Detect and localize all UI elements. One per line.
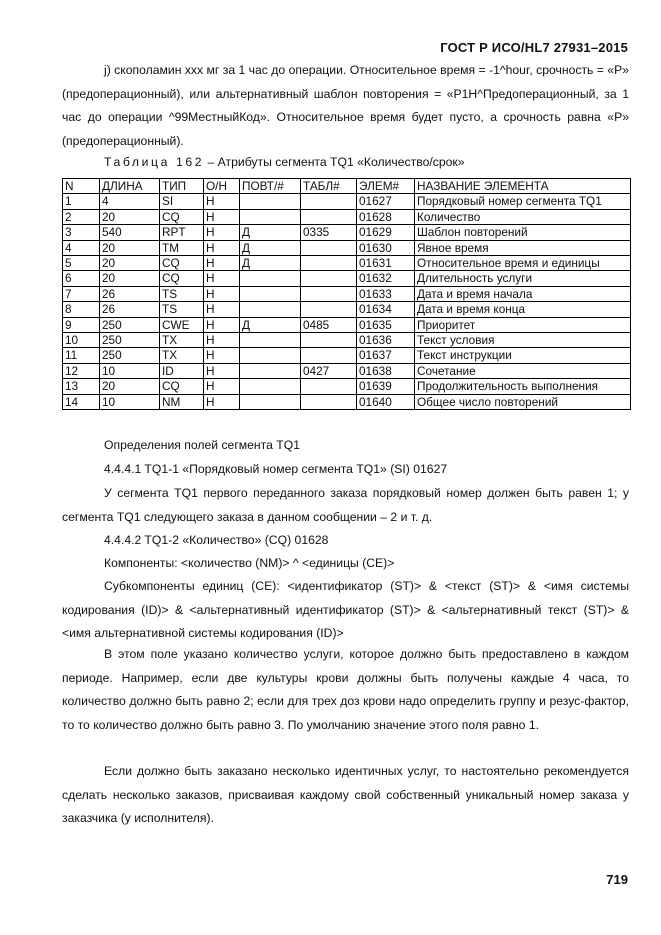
cell-n: 3 [63, 225, 100, 240]
cell-type: CQ [160, 271, 204, 286]
cell-element: 01631 [357, 256, 415, 271]
table-row [63, 194, 631, 209]
cell-element-name: Сочетание [415, 363, 631, 378]
cell-element: 01634 [357, 302, 415, 317]
page-number: 719 [606, 872, 628, 887]
col-header-element: ЭЛЕМ# [357, 179, 415, 194]
cell-type: TM [160, 240, 204, 255]
tq1-attributes-table [62, 178, 631, 410]
cell-repeat [240, 271, 301, 286]
cell-type: TS [160, 286, 204, 301]
table-row [63, 209, 631, 224]
cell-element: 01637 [357, 348, 415, 363]
definitions-heading: Определения полей сегмента TQ1 [104, 438, 300, 452]
cell-table [301, 256, 357, 271]
cell-optionality: Н [204, 379, 240, 394]
cell-length: 250 [100, 333, 160, 348]
subcomponents-paragraph: Субкомпоненты единиц (CE): <идентификатор (ST)> & <текст (ST)> & <имя системы кодирования (ID)> & <альтернативный идентификатор (ST)> & <альтернативный текст (ST)> & <имя альтернативной системы кодирования (ID)> [62, 579, 629, 640]
cell-element-name: Дата и время конца [415, 302, 631, 317]
cell-table [301, 271, 357, 286]
cell-length: 26 [100, 302, 160, 317]
cell-element-name: Относительное время и единицы [415, 256, 631, 271]
cell-element: 01628 [357, 209, 415, 224]
cell-element-name: Явное время [415, 240, 631, 255]
field2-heading: 4.4.4.2 TQ1-2 «Количество» (CQ) 01628 [104, 533, 329, 547]
table-caption [104, 154, 465, 170]
cell-optionality: Н [204, 225, 240, 240]
cell-optionality: Н [204, 286, 240, 301]
cell-repeat: Д [240, 256, 301, 271]
components-line: Компоненты: <количество (NM)> ^ <единицы (CE)> [104, 556, 395, 570]
quantity-paragraph: В этом поле указано количество услуги, которое должно быть предоставлено в каждом периоде. Например, если две культуры крови должны быть получены каждые 4 часа, то количество должно быть равно 2; если для трех доз крови надо определить группу и резус-фактор, то то количество должно быть равно 3. По умолчанию значение этого поля равно 1. [62, 647, 629, 732]
cell-optionality: Н [204, 271, 240, 286]
cell-type: CQ [160, 209, 204, 224]
cell-repeat [240, 302, 301, 317]
table-row [63, 271, 631, 286]
cell-optionality: Н [204, 240, 240, 255]
document-standard-header: ГОСТ Р ИСО/HL7 27931–2015 [440, 40, 628, 55]
cell-n: 4 [63, 240, 100, 255]
cell-element-name: Общее число повторений [415, 394, 631, 409]
cell-optionality: Н [204, 348, 240, 363]
cell-type: ID [160, 363, 204, 378]
table-row [63, 348, 631, 363]
cell-repeat [240, 333, 301, 348]
col-header-length: ДЛИНА [100, 179, 160, 194]
cell-length: 4 [100, 194, 160, 209]
field1-heading: 4.4.4.1 TQ1-1 «Порядковый номер сегмента TQ1» (SI) 01627 [104, 462, 448, 476]
cell-type: TS [160, 302, 204, 317]
cell-optionality: Н [204, 256, 240, 271]
col-header-type: ТИП [160, 179, 204, 194]
cell-n: 13 [63, 379, 100, 394]
cell-element-name: Текст инструкции [415, 348, 631, 363]
cell-element-name: Шаблон повторений [415, 225, 631, 240]
cell-n: 14 [63, 394, 100, 409]
table-row [63, 333, 631, 348]
cell-type: CWE [160, 317, 204, 332]
cell-n: 12 [63, 363, 100, 378]
cell-length: 540 [100, 225, 160, 240]
cell-element: 01630 [357, 240, 415, 255]
table-row [63, 240, 631, 255]
cell-element: 01636 [357, 333, 415, 348]
table-row [63, 363, 631, 378]
cell-element-name: Приоритет [415, 317, 631, 332]
cell-element: 01640 [357, 394, 415, 409]
cell-optionality: Н [204, 363, 240, 378]
multiple-orders-paragraph: Если должно быть заказано несколько идентичных услуг, то настоятельно рекомендуется сделать несколько заказов, присваивая каждому свой собственный уникальный номер заказа у заказчика (у исполнителя). [62, 764, 629, 825]
table-caption-prefix: Таблица 162 [104, 155, 205, 169]
field1-description: У сегмента TQ1 первого переданного заказа порядковый номер должен быть равен 1; у сегмента TQ1 следующего заказа в данном сообщении – 2 и т. д. [62, 486, 629, 524]
cell-n: 6 [63, 271, 100, 286]
cell-table [301, 394, 357, 409]
cell-table [301, 333, 357, 348]
cell-element: 01635 [357, 317, 415, 332]
cell-element: 01639 [357, 379, 415, 394]
cell-element-name: Текст условия [415, 333, 631, 348]
cell-n: 9 [63, 317, 100, 332]
intro-paragraph: j) скополамин ххх мг за 1 час до операции. Относительное время = -1^hour, срочность = «P» (предоперационный), или альтернативный шаблон повторения = «P1H^Предоперационный, за 1 час до операции ^99МестныйКод». Относительное время будет пусто, а срочность равна «P» (предоперационный). [62, 63, 629, 148]
col-header-optionality: О/Н [204, 179, 240, 194]
table-row [63, 394, 631, 409]
cell-optionality: Н [204, 194, 240, 209]
cell-element: 01629 [357, 225, 415, 240]
table-row [63, 256, 631, 271]
cell-table [301, 240, 357, 255]
cell-table [301, 286, 357, 301]
cell-length: 20 [100, 271, 160, 286]
cell-repeat: Д [240, 240, 301, 255]
col-header-n: N [63, 179, 100, 194]
cell-length: 20 [100, 256, 160, 271]
cell-n: 1 [63, 194, 100, 209]
cell-length: 250 [100, 317, 160, 332]
cell-optionality: Н [204, 209, 240, 224]
cell-optionality: Н [204, 302, 240, 317]
table-header-row [63, 179, 631, 194]
table-row [63, 225, 631, 240]
table-caption-title: – Атрибуты сегмента TQ1 «Количество/срок» [204, 155, 465, 169]
cell-type: TX [160, 348, 204, 363]
cell-table [301, 209, 357, 224]
cell-n: 5 [63, 256, 100, 271]
cell-repeat: Д [240, 317, 301, 332]
cell-n: 8 [63, 302, 100, 317]
cell-repeat [240, 209, 301, 224]
table-row [63, 379, 631, 394]
cell-length: 10 [100, 363, 160, 378]
cell-table: 0335 [301, 225, 357, 240]
cell-n: 10 [63, 333, 100, 348]
cell-length: 20 [100, 240, 160, 255]
cell-element: 01638 [357, 363, 415, 378]
cell-length: 26 [100, 286, 160, 301]
cell-repeat [240, 394, 301, 409]
cell-repeat [240, 194, 301, 209]
cell-element-name: Продолжительность выполнения [415, 379, 631, 394]
cell-optionality: Н [204, 394, 240, 409]
cell-repeat [240, 363, 301, 378]
cell-n: 11 [63, 348, 100, 363]
cell-type: SI [160, 194, 204, 209]
cell-type: CQ [160, 379, 204, 394]
cell-table [301, 348, 357, 363]
cell-type: NM [160, 394, 204, 409]
cell-element: 01633 [357, 286, 415, 301]
table-row [63, 317, 631, 332]
cell-table: 0485 [301, 317, 357, 332]
cell-length: 10 [100, 394, 160, 409]
col-header-table: ТАБЛ# [301, 179, 357, 194]
cell-type: CQ [160, 256, 204, 271]
cell-n: 7 [63, 286, 100, 301]
cell-type: TX [160, 333, 204, 348]
cell-element-name: Дата и время начала [415, 286, 631, 301]
cell-element-name: Количество [415, 209, 631, 224]
cell-element: 01627 [357, 194, 415, 209]
cell-length: 250 [100, 348, 160, 363]
col-header-repeat: ПОВТ/# [240, 179, 301, 194]
cell-length: 20 [100, 379, 160, 394]
cell-element: 01632 [357, 271, 415, 286]
table-row [63, 286, 631, 301]
cell-repeat [240, 379, 301, 394]
table-body [63, 194, 631, 410]
cell-repeat [240, 286, 301, 301]
cell-repeat [240, 348, 301, 363]
cell-table [301, 379, 357, 394]
cell-optionality: Н [204, 317, 240, 332]
cell-table [301, 194, 357, 209]
cell-table: 0427 [301, 363, 357, 378]
col-header-element-name: НАЗВАНИЕ ЭЛЕМЕНТА [415, 179, 631, 194]
cell-type: RPT [160, 225, 204, 240]
cell-length: 20 [100, 209, 160, 224]
cell-element-name: Длительность услуги [415, 271, 631, 286]
cell-n: 2 [63, 209, 100, 224]
cell-table [301, 302, 357, 317]
cell-repeat: Д [240, 225, 301, 240]
table-row [63, 302, 631, 317]
cell-element-name: Порядковый номер сегмента TQ1 [415, 194, 631, 209]
cell-optionality: Н [204, 333, 240, 348]
